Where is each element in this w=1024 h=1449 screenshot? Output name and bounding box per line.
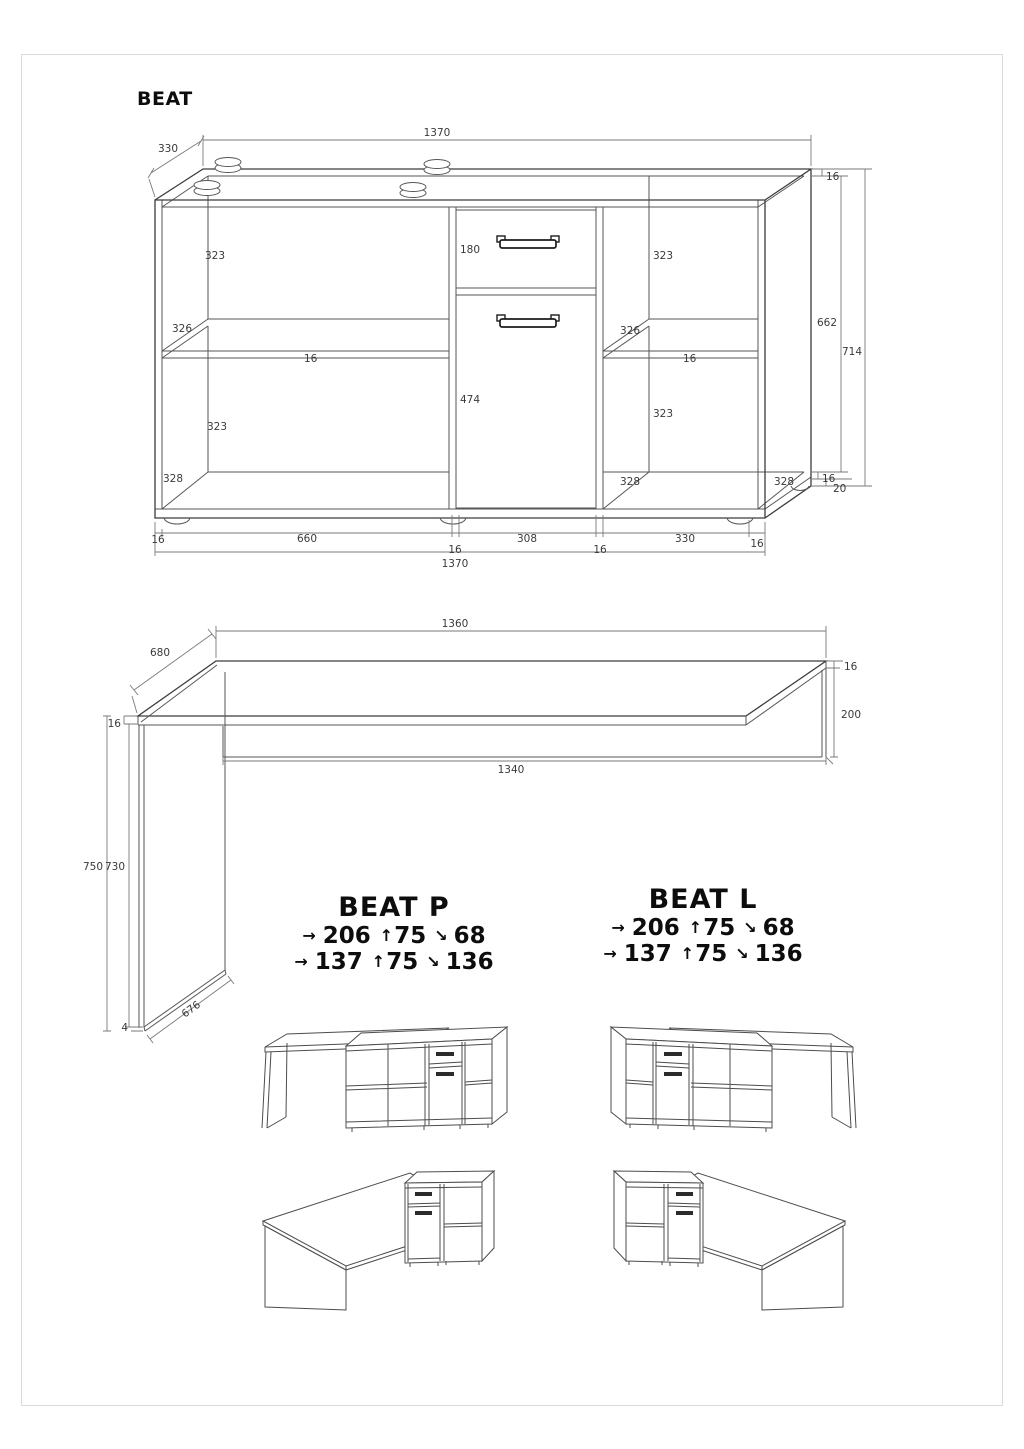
dim-label: 16 — [750, 538, 764, 550]
depth-arrow-icon: ↘ — [434, 926, 448, 946]
dim-label: 474 — [460, 394, 481, 406]
variant-l-dims-2 — [593, 943, 813, 966]
width-arrow-icon: → — [302, 926, 316, 946]
dim-label: 323 — [653, 408, 674, 420]
width-arrow-icon: → — [611, 918, 625, 938]
desk-dim-lines — [103, 626, 843, 1043]
height-arrow-icon: ↑ — [371, 952, 386, 972]
desk-top-outline — [138, 661, 826, 716]
dim-label: 323 — [653, 250, 674, 262]
dim-label: 1340 — [497, 764, 525, 776]
dim-label: 326 — [620, 325, 641, 337]
variant-l-name: BEAT L — [648, 884, 758, 915]
dim-label: 330 — [157, 143, 179, 155]
variant-beat-p — [284, 894, 504, 974]
variant-p-name: BEAT P — [338, 892, 450, 923]
dim-depth: 136 — [754, 941, 803, 968]
sideboard-drawing — [148, 127, 872, 570]
dim-label: 16 — [826, 171, 840, 183]
page-title: BEAT — [137, 88, 193, 110]
dim-label: 20 — [833, 483, 847, 495]
dim-label: 323 — [207, 421, 228, 433]
dim-label: 4 — [121, 1022, 128, 1034]
dim-label: 16 — [151, 534, 165, 546]
partition-left — [449, 207, 456, 509]
dim-label: 16 — [107, 718, 121, 730]
thumb-beat-p-corner — [263, 1171, 494, 1310]
dim-label: 16 — [683, 353, 697, 365]
dim-label: 662 — [816, 317, 837, 329]
dim-label: 16 — [844, 661, 858, 673]
dim-label: 16 — [822, 473, 836, 485]
dim-label: 330 — [674, 533, 696, 545]
dim-depth: 136 — [445, 949, 494, 976]
dim-width: 206 — [631, 915, 680, 942]
dim-label: 16 — [593, 544, 607, 556]
thumb-beat-l-inline — [611, 1027, 856, 1132]
dim-width: 137 — [314, 949, 363, 976]
dim-label: 660 — [296, 533, 318, 545]
dim-label: 16 — [304, 353, 318, 365]
dim-label: 328 — [620, 476, 641, 488]
dim-label: 16 — [448, 544, 462, 556]
variant-p-dims-2 — [284, 951, 504, 974]
thumb-beat-l-corner — [614, 1171, 845, 1310]
height-arrow-icon: ↑ — [688, 918, 703, 938]
dim-label: 308 — [516, 533, 538, 545]
dim-label: 323 — [205, 250, 226, 262]
dim-height: 75 — [695, 941, 728, 968]
dim-label: 326 — [172, 323, 193, 335]
variant-l-dims-1 — [593, 917, 813, 940]
partition-right — [596, 207, 603, 509]
dim-label: 714 — [841, 346, 862, 358]
height-arrow-icon: ↑ — [680, 944, 695, 964]
desk-drawing — [83, 618, 861, 1043]
dim-label: 680 — [149, 647, 171, 659]
depth-arrow-icon: ↘ — [735, 944, 749, 964]
depth-arrow-icon: ↘ — [426, 952, 440, 972]
dim-label: 750 — [82, 861, 103, 873]
variant-p-dims-1 — [284, 925, 504, 948]
dim-label: 1360 — [441, 618, 469, 630]
dim-label: 730 — [104, 861, 125, 873]
dim-label: 1370 — [441, 558, 469, 570]
thumb-beat-p-inline — [262, 1027, 507, 1132]
dim-height: 75 — [386, 949, 419, 976]
dim-height: 75 — [703, 915, 736, 942]
dim-label: 328 — [774, 476, 795, 488]
dim-label: 1370 — [423, 127, 451, 139]
dim-depth: 68 — [762, 915, 795, 942]
width-arrow-icon: → — [603, 944, 617, 964]
dim-width: 137 — [623, 941, 672, 968]
dim-label: 180 — [460, 244, 481, 256]
dim-label: 200 — [841, 709, 862, 721]
dim-height: 75 — [394, 923, 427, 950]
depth-arrow-icon: ↘ — [743, 918, 757, 938]
dim-width: 206 — [322, 923, 371, 950]
variant-beat-l — [593, 886, 813, 966]
dim-label: 328 — [163, 473, 184, 485]
dim-depth: 68 — [453, 923, 486, 950]
top-connector-discs — [194, 158, 450, 198]
height-arrow-icon: ↑ — [379, 926, 394, 946]
width-arrow-icon: → — [294, 952, 308, 972]
dim-label: 676 — [179, 998, 203, 1021]
